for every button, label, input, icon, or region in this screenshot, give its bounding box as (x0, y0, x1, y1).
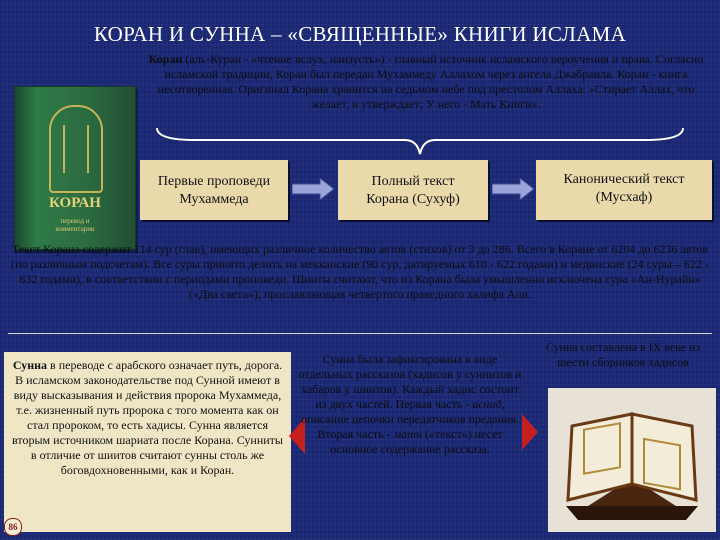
open-koran-on-stand-image (548, 388, 716, 532)
calligraphy-emblem-icon (49, 105, 103, 193)
hadith-structure-text: Сунна была зафиксирована в виде отдельных рассказов (хадисов у суннитов и хабаров у шиитов). Каждый хадис состоит из двух частей. Первая часть - иснад, описание цепочки передатчиков предания. Вторая часть - матн («текст») несет основное содержание рассказа. (298, 352, 522, 456)
koran-intro-text (140, 52, 712, 132)
page-number-badge: 86 (4, 518, 22, 536)
divider-line (8, 333, 712, 334)
canonical-text-box: Канонический текст (Мусхаф) (536, 160, 712, 220)
sunna-bold-word: Сунна (12, 358, 48, 372)
isnad-term: иснад (472, 397, 502, 411)
intro-bold-word: Коран (148, 52, 183, 66)
sunna-definition-text: в переводе с арабского означает путь, дорога. В исламском законодательстве под Сунной имеют в виду высказывания и действия пророка Мухаммеда, т.е. жизненный путь пророка с того момента как он стал пророком, то есть хадисы. Сунна является вторым источником шариата после Корана. Сунниты в отличие от шиитов считают сунны столь же боговдохновенными, как и Коран. (12, 358, 283, 477)
book-cover-subtitle: перевод и комментарии (55, 217, 95, 233)
arrow-right-icon (522, 414, 538, 450)
curly-brace-divider (155, 126, 685, 156)
first-sermons-box: Первые проповеди Мухаммеда (140, 160, 288, 220)
arrow-right-icon (292, 178, 334, 200)
matn-term: матн (393, 427, 422, 441)
page-title: КОРАН И СУННА – «СВЯЩЕННЫЕ» КНИГИ ИСЛАМА (93, 22, 627, 46)
arrow-right-icon (492, 178, 534, 200)
sunna-compilation-text: Сунна составлена в IX веке из шести сборников хадисов (545, 340, 701, 369)
book-cover-title: КОРАН (49, 195, 101, 211)
full-text-box: Полный текст Корана (Сухуф) (338, 160, 488, 220)
intro-body: (аль-Куран - «чтение вслух, наизусть») - главный источник исламского вероучения и права. Согласно исламской традиции, Коран был передан Мухаммеду Аллахом через ангела Джабраила. Коран - книга несотворенная. Оригинал Корана хранится на седьмом небе под престолом Аллаха: «Стирает Аллах, что желает, и утверждает; У него - Мать Книги». (157, 52, 704, 111)
koran-book-cover-image (14, 86, 136, 250)
sunna-definition-box (4, 352, 291, 532)
koran-structure-text: Текст Корана содержит 114 сур (глав), имеющих различное количество аятов (стихов) от 3 до 286. Всего в Коране от 6204 до 6236 аятов (по различным подсчетам). Все суры принято делить на мекканские (90 сур, датируемых 610 - 622 годами) и мединские (24 суры – 622 - 632 годами), в соответствии с периодами проповеди. Шииты считают, что из Корана была умышленно исключена сура «Ан-Нурайн» («Два света»), прославляющая четвертого праведного халифа Али. (11, 242, 709, 301)
